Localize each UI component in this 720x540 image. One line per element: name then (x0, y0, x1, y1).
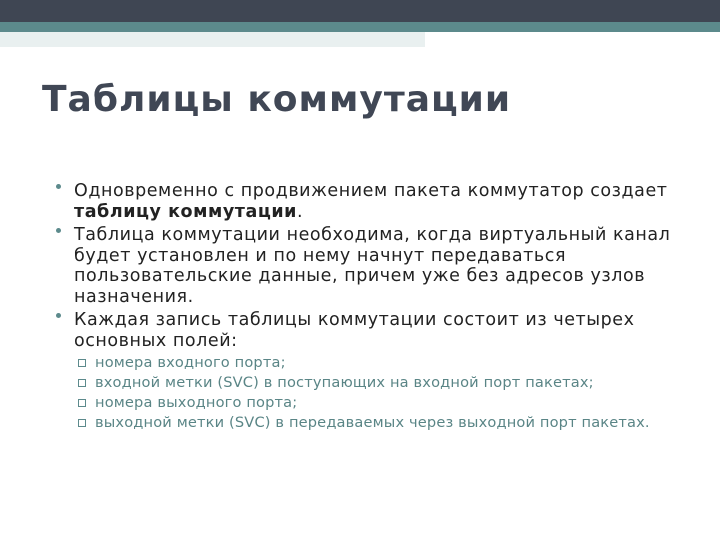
square-bullet-icon (78, 419, 86, 427)
bullet-bold-term: таблицу коммутации (74, 201, 297, 222)
slide-title: Таблицы коммутации (42, 79, 512, 120)
top-accent-bar (0, 22, 720, 32)
sub-bullet-text: выходной метки (SVC) в передаваемых через выходной порт пакетах. (95, 414, 650, 431)
square-bullet-icon (78, 359, 86, 367)
bullet-text: Каждая запись таблицы коммутации состоит из четырех основных полей: (74, 310, 635, 351)
bullet-dot-icon (56, 313, 61, 318)
bullet-item (56, 225, 688, 307)
top-dark-bar (0, 0, 720, 22)
sub-bullet-text: номера входного порта; (95, 354, 286, 371)
bullet-text: Одновременно с продвижением пакета коммутатор создает (74, 181, 668, 201)
bullet-text-end: . (297, 201, 304, 222)
sub-bullet-item (78, 414, 688, 432)
bullet-item (56, 181, 688, 222)
sub-bullet-item (78, 394, 688, 412)
sub-bullet-text: входной метки (SVC) в поступающих на входной порт пакетах; (95, 374, 594, 391)
sub-bullet-text: номера выходного порта; (95, 394, 298, 411)
square-bullet-icon (78, 399, 86, 407)
top-light-bar (0, 32, 425, 47)
bullet-dot-icon (56, 184, 61, 189)
bullet-item (56, 310, 688, 351)
sub-bullet-list (56, 354, 688, 432)
slide-content (56, 181, 688, 434)
bullet-text: Таблица коммутации необходима, когда виртуальный канал будет установлен и по нему начнут передаваться пользовательские данные, причем уже без адресов узлов назначения. (74, 225, 671, 307)
sub-bullet-item (78, 354, 688, 372)
sub-bullet-item (78, 374, 688, 392)
bullet-dot-icon (56, 228, 61, 233)
square-bullet-icon (78, 379, 86, 387)
